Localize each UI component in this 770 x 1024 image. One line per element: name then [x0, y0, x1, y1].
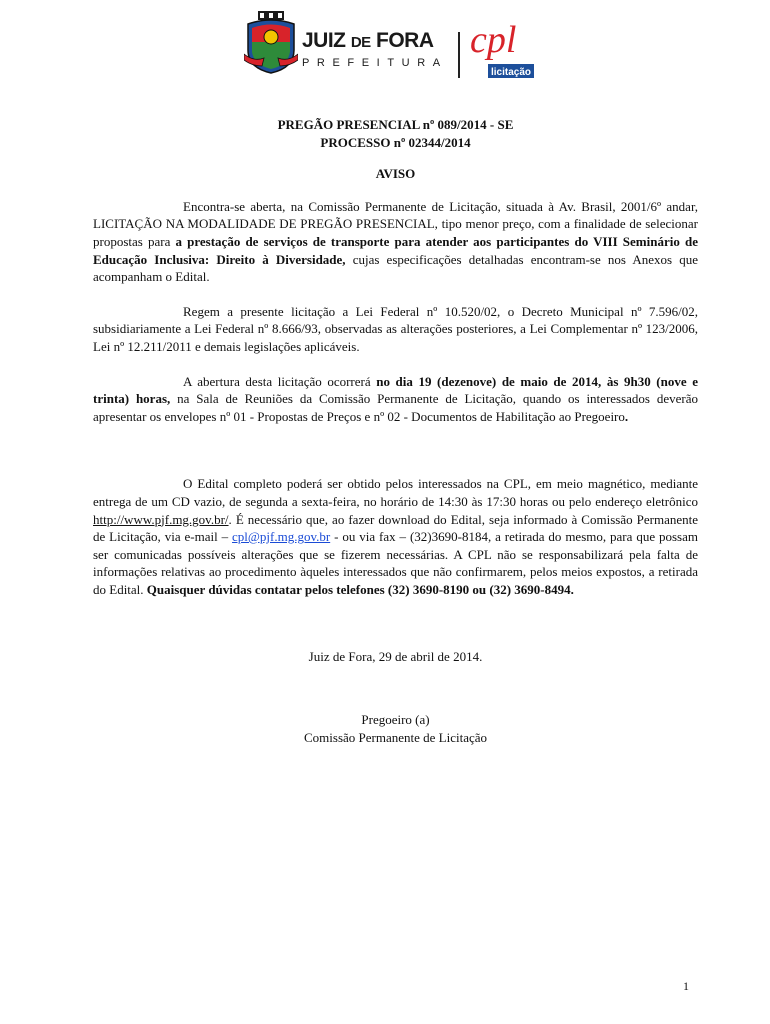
p4-bold-1: Quaisquer dúvidas contatar pelos telefones (32) 3690-8190 ou (32) 3690-8494.: [146, 581, 574, 597]
heading-line-1: PREGÃO PRESENCIAL nº 089/2014 - SE: [277, 117, 514, 132]
cpl-logo-icon: [466, 14, 556, 80]
letterhead: [244, 10, 554, 76]
signature-line-1: Pregoeiro (a): [361, 712, 430, 728]
paragraph-3: [93, 373, 698, 426]
brand-de: DE: [350, 34, 371, 51]
city-crest-icon: [244, 10, 298, 74]
p4-text-3: - ou via fax – (32)3690-8184, a retirada do mesmo, para que possam ser comunicadas possíveis alterações que se fizerem necessárias. A CPL não se responsabilizará pela falta de informações relativas ao procedimento àqueles interessados que não confirmarem, pelos meios expostos, a retirada do Edital.: [93, 529, 698, 597]
logo-divider: [458, 32, 460, 78]
paragraph-2: Regem a presente licitação a Lei Federal nº 10.520/02, o Decreto Municipal nº 7.596/02, subsidiariamente a Lei Federal nº 8.666/93, observadas as alterações posteriores, a Lei Complementar nº 123/2006, Lei nº 12.211/2011 e demais legislações aplicáveis.: [93, 303, 698, 354]
paragraph-1: [93, 198, 698, 286]
notice-body: [93, 116, 698, 746]
p4-text-1: O Edital completo poderá ser obtido pelos interessados na CPL, em meio magnético, mediante entrega de um CD vazio, de segunda a sexta-feira, no horário de 14:30 às 17:30 horas ou pelo endereço eletrônico: [93, 476, 698, 509]
cpl-text: cpl: [470, 19, 517, 61]
website-link[interactable]: http://www.pjf.mg.gov.br/: [93, 511, 229, 527]
p1-text-1: Encontra-se aberta, na Comissão Permanente de Licitação, situada à Av. Brasil, 2001/6º andar, LICITAÇÃO NA MODALIDADE DE PREGÃO PRESENCIAL, tipo menor preço, com a finalidade de selecionar propostas para: [93, 198, 698, 249]
aviso-title: AVISO: [375, 166, 416, 182]
heading-line-2: PROCESSO nº 02344/2014: [320, 134, 471, 150]
p3-bold-1: no dia 19 (dezenove) de maio de 2014, às 9h30 (nove e trinta) horas,: [93, 373, 698, 407]
page-number: 1: [683, 979, 689, 993]
signature-line-2: Comissão Permanente de Licitação: [303, 729, 488, 745]
p1-text-2: cujas especificações detalhadas encontram-se nos Anexos que acompanham o Edital.: [93, 251, 698, 285]
paragraph-4: [93, 475, 698, 598]
brand-wordmark: [302, 30, 448, 69]
signature-block: [93, 711, 698, 746]
p1-bold-1: a prestação de serviços de transporte para atender aos participantes do VIII Seminário de Educação Inclusiva: Direito à Diversidade,: [93, 233, 698, 267]
brand-sub: PREFEITURA: [302, 57, 448, 69]
notice-heading: [93, 116, 698, 151]
brand-fora: FORA: [370, 29, 434, 52]
email-link[interactable]: cpl@pjf.mg.gov.br: [232, 529, 331, 545]
p3-text-2: na Sala de Reuniões da Comissão Permanente de Licitação, quando os interessados deverão apresentar os envelopes nº 01 - Propostas de Preços e nº 02 - Documentos de Habilitação ao Pregoeiro: [93, 391, 698, 424]
p3-text-1: A abertura desta licitação ocorrerá: [183, 373, 377, 389]
cpl-sub: licitação: [490, 67, 532, 78]
p3-bold-2: .: [624, 408, 629, 424]
brand-main: [302, 30, 448, 54]
brand-juiz: JUIZ: [302, 29, 351, 52]
p4-text-2: . É necessário que, ao fazer download do Edital, seja informado à Comissão Permanente de Licitação, via e-mail –: [93, 511, 698, 545]
date-line: Juiz de Fora, 29 de abril de 2014.: [308, 649, 483, 665]
